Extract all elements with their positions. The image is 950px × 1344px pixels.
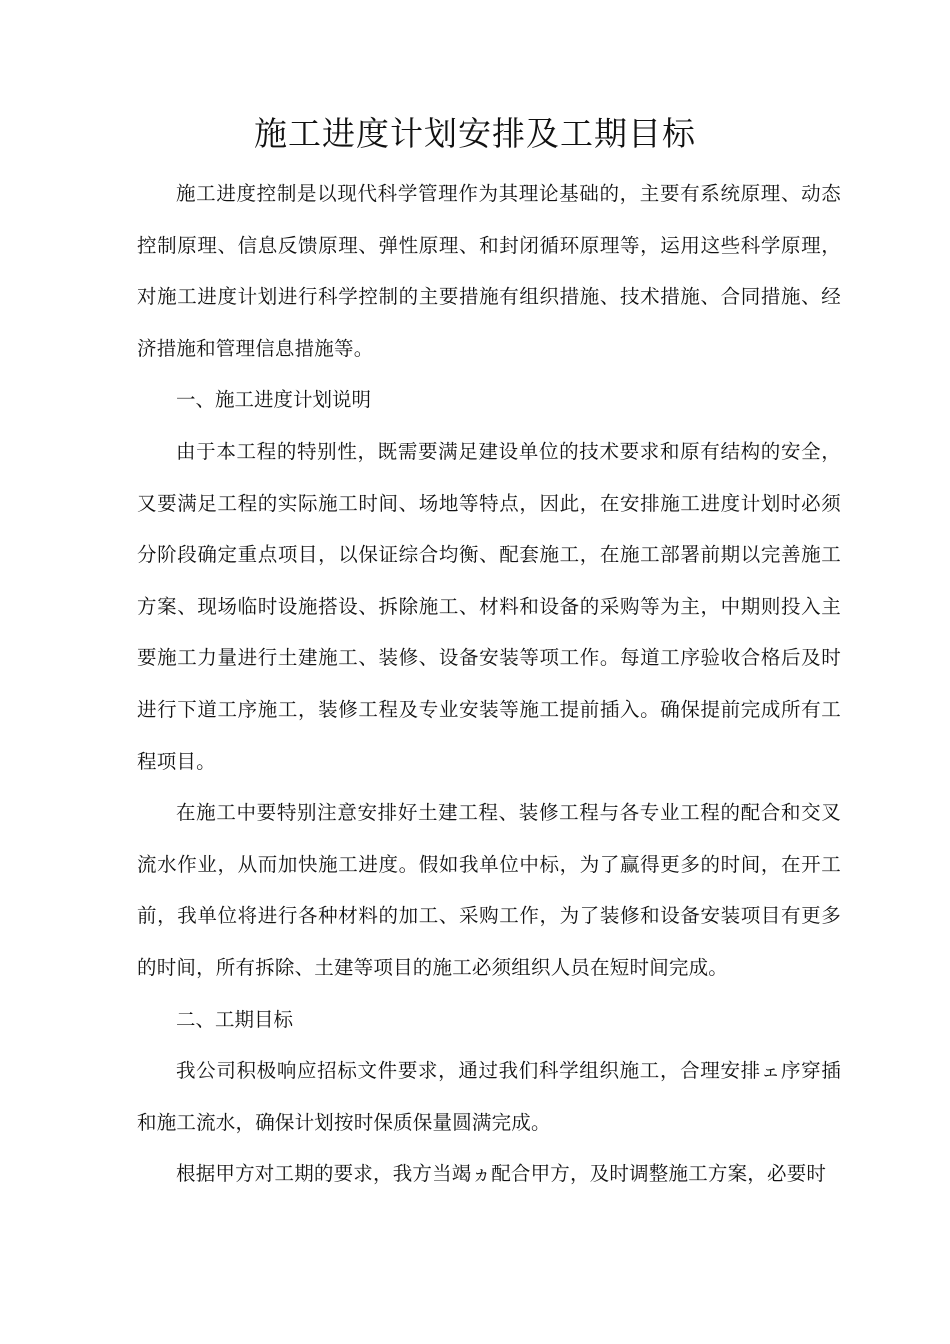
section-heading-schedule-description: 一、施工进度计划说明 [176,388,372,412]
document-title: 施工进度计划安排及工期目标 [254,114,696,153]
paragraph-owner-requirements: 根据甲方对工期的要求，我方当竭ヵ配合甲方，及时调整施工方案，必要时 [176,1162,827,1186]
paragraph-duration-commitment: 我公司积极响应招标文件要求，通过我们科学组织施工，合理安排ェ序穿插和施工流水，确保计划按时保质保量圆满完成。 [137,1059,841,1134]
paragraph-coordination: 在施工中要特别注意安排好土建工程、装修工程与各专业工程的配合和交叉流水作业，从而加快施工进度。假如我单位中标，为了赢得更多的时间，在开工前，我单位将进行各种材料的加工、采购工作，为了装修和设备安装项目有更多的时间，所有拆除、土建等项目的施工必须组织人员在短时间完成。 [137,801,841,979]
section-heading-duration-target: 二、工期目标 [176,1007,294,1031]
paragraph-schedule-description: 由于本工程的特别性，既需要满足建设单位的技术要求和原有结构的安全，又要满足工程的实际施工时间、场地等特点，因此，在安排施工进度计划时必须分阶段确定重点项目，以保证综合均衡、配套施工，在施工部署前期以完善施工方案、现场临时设施搭设、拆除施工、材料和设备的采购等为主，中期则投入主要施工力量进行土建施工、装修、设备安装等项工作。每道工序验收合格后及时进行下道工序施工，装修工程及专业安装等施工提前插入。确保提前完成所有工程项目。 [137,439,841,773]
document-body [137,168,841,1200]
paragraph-intro: 施工进度控制是以现代科学管理作为其理论基础的，主要有系统原理、动态控制原理、信息反馈原理、弹性原理、和封闭循环原理等，运用这些科学原理，对施工进度计划进行科学控制的主要措施有组织措施、技术措施、合同措施、经济措施和管理信息措施等。 [137,182,841,360]
